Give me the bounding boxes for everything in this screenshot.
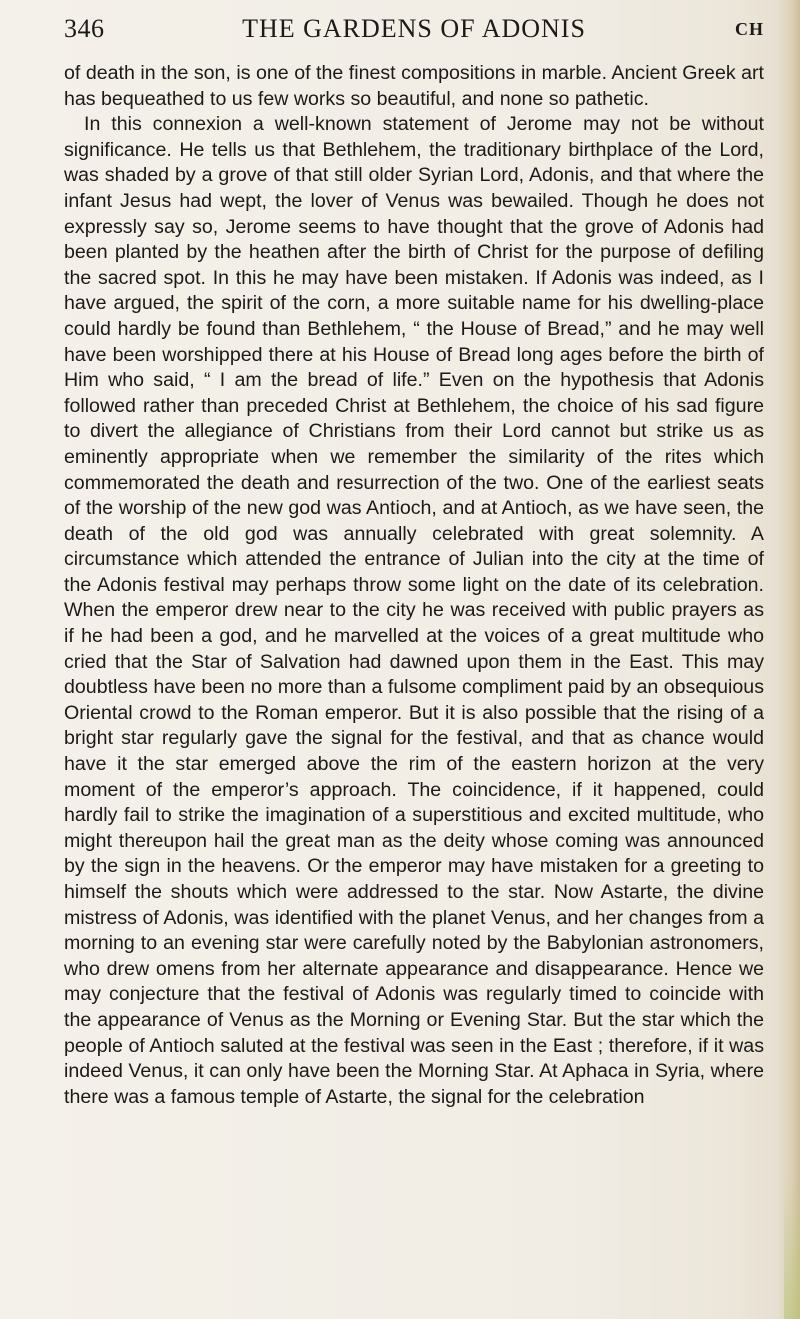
chapter-mark: CH [735,19,764,39]
running-title: THE GARDENS OF ADONIS [242,14,586,43]
page-edge-shadow [778,0,800,1319]
paragraph-jerome-bethlehem: In this connexion a well-known statement of Jerome may not be without significance. He tells us that Bethlehem, the traditionary birthplace of the Lord, was shaded by a grove of that still older Syrian Lord, Adonis, and that where the infant Jesus had wept, the lover of Venus was bewailed. Though he does not expressly say so, Jerome seems to have thought that the grove of Adonis had been planted by the heathen after the birth of Christ for the purpose of defiling the sacred spot. In this he may have been mistaken. If Adonis was indeed, as I have argued, the spirit of the corn, a more suitable name for his dwelling-place could hardly be found than Bethlehem, “ the House of Bread,” and he may well have been worshipped there at his House of Bread long ages before the birth of Him who said, “ I am the bread of life.” Even on the hypothesis that Adonis followed rather than preceded Christ at Bethlehem, the choice of his sad figure to divert the allegiance of Christians from their Lord cannot but strike us as eminently appropriate when we remember the similarity of the rites which commemorated the death and resurrection of the two. One of the earliest seats of the worship of the new god was Antioch, and at Antioch, as we have seen, the death of the old god was annually celebrated with great solemnity. A circumstance which attended the entrance of Julian into the city at the time of the Adonis festival may perhaps throw some light on the date of its celebration. When the emperor drew near to the city he was received with public prayers as if he had been a god, and he marvelled at the voices of a great multitude who cried that the Star of Salvation had dawned upon them in the East. This may doubtless have been no more than a fulsome compliment paid by an obsequious Oriental crowd to the Roman emperor. But it is also possible that the rising of a bright star regularly gave the signal for the festival, and that as chance would have it the star emerged above the rim of the eastern horizon at the very moment of the emperor’s approach. The coincidence, if it happened, could hardly fail to strike the imagination of a superstitious and excited multitude, who might thereupon hail the great man as the deity whose coming was announced by the sign in the heavens. Or the emperor may have mistaken for a greeting to himself the shouts which were addressed to the star. Now Astarte, the divine mistress of Adonis, was identified with the planet Venus, and her changes from a morning to an evening star were carefully noted by the Babylonian astronomers, who drew omens from her alternate appearance and disappearance. Hence we may conjecture that the festival of Adonis was regularly timed to coincide with the appearance of Venus as the Morning or Evening Star. But the star which the people of Antioch saluted at the festival was seen in the East ; therefore, if it was indeed Venus, it can only have been the Morning Star. At Aphaca in Syria, where there was a famous temple of Astarte, the signal for the celebration [64,113,764,1108]
running-header [64,14,764,54]
paragraph-continuation: of death in the son, is one of the finest compositions in marble. Ancient Greek art has bequeathed to us few works so beautiful, and none so pathetic. [64,62,764,110]
page-edge-stain [784,1180,800,1319]
page-number: 346 [64,14,105,43]
body-text [64,61,764,1110]
